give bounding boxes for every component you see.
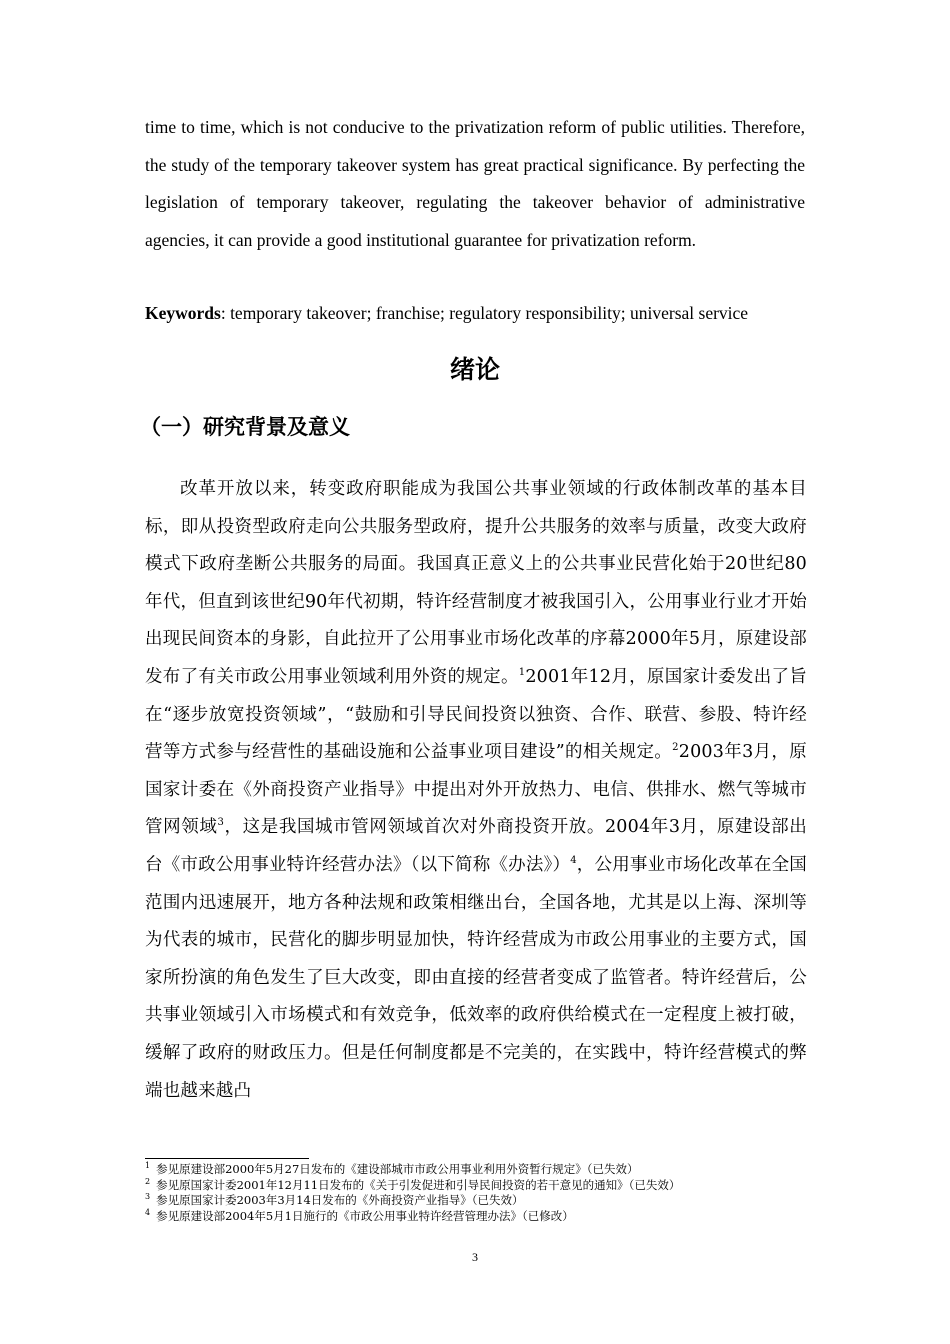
keywords-line [145,296,825,330]
body-segment-3: 2003年3月，原国家计委在《外商投资产业指导》中提出对外开放热力、电信、供排水、燃气等城市管网领域 [145,742,807,838]
page-number: 3 [472,1250,478,1264]
chapter-title: 绪论 [449,355,500,384]
body-segment-5: ，公用事业市场化改革在全国范围内迅速展开，地方各种法规和政策相继出台，全国各地，尤其是以上海、深圳等为代表的城市，民营化的脚步明显加快，特许经营成为市政公用事业的主要方式，国家所扮演的角色发生了巨大改变，即由直接的经营者变成了监管者。特许经营后，公共事业领域引入市场模式和有效竞争，低效率的政府供给模式在一定程度上被打破，缓解了政府的财政压力。但是任何制度都是不完美的，在实践中，特许经营模式的弊端也越来越凸 [145,854,807,1101]
footnote-item [145,1209,845,1225]
footnote-number: 3 [145,1192,151,1202]
keywords-text: : temporary takeover; franchise; regulatory responsibility; universal service [220,303,749,323]
footnote-text: 参见原建设部2004年5月1日施行的《市政公用事业特许经营管理办法》（已修改） [156,1208,574,1223]
footnote-text: 参见原建设部2000年5月27日发布的《建设部城市市政公用事业利用外资暂行规定》（已失效） [156,1162,639,1176]
abstract-paragraph: time to time, which is not conducive to the privatization reform of public utilities. Therefore, the study of the temporary takeover system has great practical significance. By perfecting the legislation of temporary takeover, regulating the takeover behavior of administrative agencies, it can provide a good institutional guarantee for privatization reform. [145,117,805,250]
body-segment-2: 2001年12月，原国家计委发出了旨在“逐步放宽投资领域”，“鼓励和引导民间投资以独资、合作、联营、参股、特许经营等方式参与经营性的基础设施和公益事业项目建设”的相关规定。 [145,666,808,763]
footnote-item [145,1178,845,1194]
footnote-text: 参见原国家计委2003年3月14日发布的《外商投资产业指导》（已失效） [156,1193,524,1207]
footnote-number: 4 [145,1207,151,1217]
footnote-number: 2 [145,1176,151,1186]
body-paragraph [145,471,807,1110]
footnote-ref-3[interactable]: 3 [217,817,225,829]
body-segment-1: 改革开放以来，转变政府职能成为我国公共事业领域的行政体制改革的基本目标，即从投资型政府走向公共服务型政府，提升公共服务的效率与质量，改变大政府模式下政府垄断公共服务的局面。我国真正意义上的公共事业民营化始于20世纪80年代，但直到该世纪90年代初期，特许经营制度才被我国引入，公用事业行业才开始出现民间资本的身影，自此拉开了公用事业市场化改革的序幕2000年5月，原建设部发布了有关市政公用事业领域利用外资的规定。 [145,479,807,687]
footnote-divider [145,1158,309,1159]
footnote-text: 参见原国家计委2001年12月11日发布的《关于引发促进和引导民间投资的若干意见的通知》（已失效） [156,1177,681,1192]
footnote-list [145,1162,845,1224]
body-segment-4: ，这是我国城市管网领域首次对外商投资开放。2004年3月，原建设部出台《市政公用事业特许经营办法》（以下简称《办法》） [145,817,807,875]
keywords-label: Keywords [145,303,221,323]
footnote-number: 1 [145,1161,151,1171]
footnote-item [145,1193,845,1209]
footnote-item [145,1162,845,1178]
footnote-ref-4[interactable]: 4 [570,855,577,867]
footnote-ref-1[interactable]: 1 [518,667,526,679]
footnote-ref-2[interactable]: 2 [672,742,679,754]
section-title: （一）研究背景及意义 [140,415,350,439]
